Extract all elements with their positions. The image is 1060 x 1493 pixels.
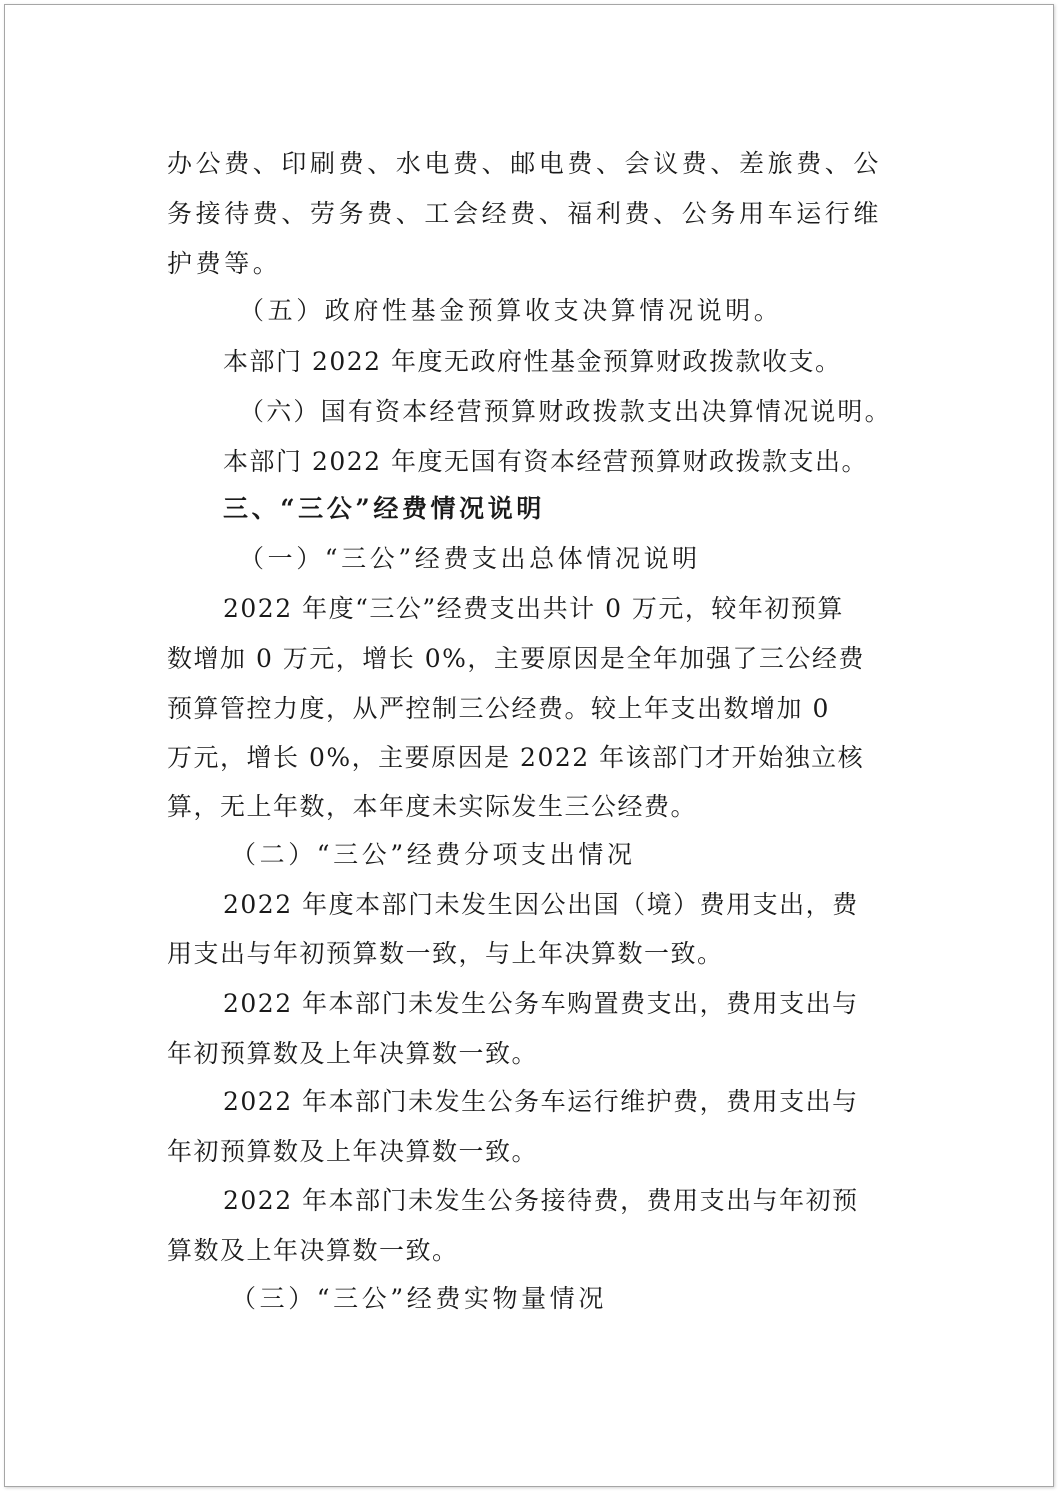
subsection-heading: （五）政府性基金预算收支决算情况说明。 xyxy=(239,296,783,325)
body-text-line: 用支出与年初预算数一致，与上年决算数一致。 xyxy=(167,939,724,968)
body-text-line: 护费等。 xyxy=(167,249,282,278)
body-text-line: 数增加 0 万元，增长 0%，主要原因是全年加强了三公经费 xyxy=(167,644,865,673)
body-text-line: 年初预算数及上年决算数一致。 xyxy=(167,1137,539,1166)
body-text-line: 本部门 2022 年度无政府性基金预算财政拨款收支。 xyxy=(223,347,842,376)
body-text-line: 万元，增长 0%，主要原因是 2022 年该部门才开始独立核 xyxy=(167,743,865,772)
body-text-line: 2022 年度“三公”经费支出共计 0 万元，较年初预算 xyxy=(223,594,844,623)
subsection-heading: （二）“三公”经费分项支出情况 xyxy=(231,840,636,869)
body-text-line: 2022 年本部门未发生公务车运行维护费，费用支出与 xyxy=(223,1087,859,1116)
subsection-heading: （一）“三公”经费支出总体情况说明 xyxy=(239,544,701,573)
section-heading: 三、“三公”经费情况说明 xyxy=(223,494,545,523)
body-text-line: 算数及上年决算数一致。 xyxy=(167,1236,459,1265)
subsection-heading: （六）国有资本经营预算财政拨款支出决算情况说明。 xyxy=(239,397,892,426)
body-text-line: 务接待费、劳务费、工会经费、福利费、公务用车运行维 xyxy=(167,199,883,228)
body-text-line: 2022 年度本部门未发生因公出国（境）费用支出，费 xyxy=(223,890,859,919)
body-text-line: 办公费、印刷费、水电费、邮电费、会议费、差旅费、公 xyxy=(167,149,883,178)
body-text-line: 本部门 2022 年度无国有资本经营预算财政拨款支出。 xyxy=(223,447,869,476)
body-text-line: 预算管控力度，从严控制三公经费。较上年支出数增加 0 xyxy=(167,694,830,723)
body-text-line: 算，无上年数，本年度未实际发生三公经费。 xyxy=(167,792,698,821)
body-text-line: 2022 年本部门未发生公务车购置费支出，费用支出与 xyxy=(223,989,859,1018)
document-page xyxy=(4,4,1054,1487)
body-text-line: 年初预算数及上年决算数一致。 xyxy=(167,1039,539,1068)
subsection-heading: （三）“三公”经费实物量情况 xyxy=(231,1284,607,1313)
body-text-line: 2022 年本部门未发生公务接待费，费用支出与年初预 xyxy=(223,1186,859,1215)
